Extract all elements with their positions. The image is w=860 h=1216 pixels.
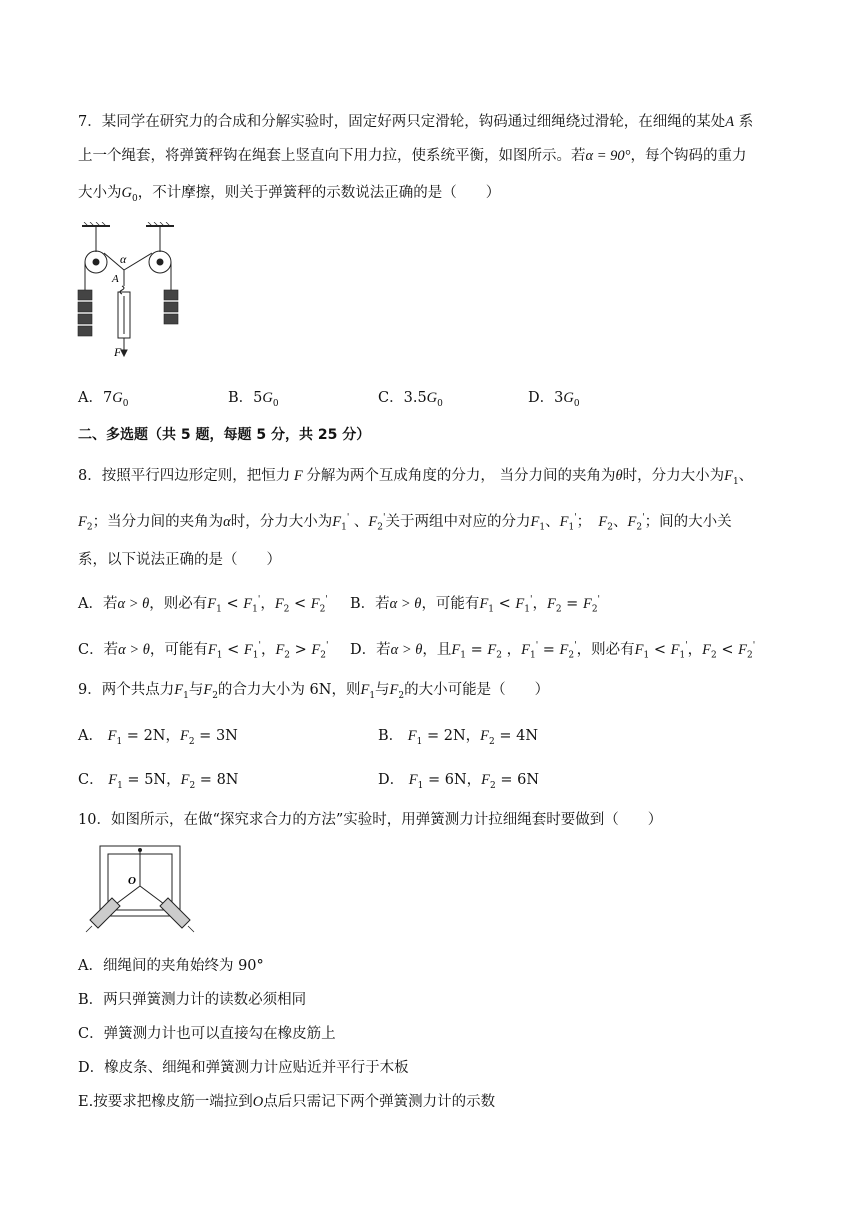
q10-option-b: B．两只弹簧测力计的读数必须相同: [78, 992, 307, 1008]
q7-text: 7．某同学在研究力的合成和分解实验时，固定好两只定滑轮，钩码通过细绳绕过滑轮，在细绳的某处: [78, 114, 726, 130]
q7-text: ，每个钩码的重力: [630, 148, 747, 164]
option-math: α > θ: [117, 595, 150, 612]
option-text: A．若: [78, 595, 118, 612]
q8-sub: 1: [568, 522, 575, 533]
option-letter: A．: [78, 728, 103, 744]
option-f1: 6N: [444, 772, 467, 788]
q8-var: θ: [615, 468, 623, 484]
q9-stem: 9．两个共点力$F_1$与$F_2$的合力大小为 6N，则$F_1$与$F_2$的大小可能是（ ）: [78, 682, 550, 701]
q8-text: 时，分力大小为: [230, 513, 333, 530]
spring-scale-figure: [84, 842, 196, 938]
option-letter: B．: [228, 390, 254, 406]
option-text: ，则必有: [576, 641, 635, 658]
option-math: α > θ: [390, 641, 423, 658]
q8-option-b: B．若α > θ，可能有$F_1 < F_1'$，$F_2 = F_2'$: [350, 595, 601, 615]
option-text: ，可能有: [421, 595, 480, 612]
q7-option-a: [78, 388, 128, 414]
q8-line3: 系，以下说法正确的是（ ）: [78, 552, 281, 568]
q9-text: 的大小可能是（ ）: [404, 682, 550, 698]
option-math: F: [479, 595, 489, 612]
option-math: F: [207, 641, 217, 658]
q9-text: 与: [188, 682, 204, 698]
q8-sub: 1: [732, 476, 739, 487]
option-letter: B．: [378, 728, 404, 744]
q8-option-c: C．若α > θ，可能有$F_1 < F_1'$，$F_2 > F_2'$: [78, 641, 329, 661]
q9-option-d: D． $F_1 = 6N$，$F_2 = 6N$: [378, 772, 540, 791]
q7-line3: [78, 183, 500, 209]
q7-option-b: [228, 388, 279, 414]
q8-sub: 1: [539, 522, 546, 533]
option-letter: C．: [78, 772, 104, 788]
figure-label-alpha: α: [120, 252, 127, 266]
figure-label-f: F: [114, 345, 122, 359]
q8-option-a: A．若α > θ，则必有$F_1 < F_1'$，$F_2 < F_2'$: [78, 595, 328, 615]
option-coef: 3.5: [403, 390, 427, 406]
q8-var: F: [290, 468, 307, 484]
q8-var: F: [530, 513, 540, 530]
q8-option-d: D．若α > θ，且$F_1 = F_2$ ，$F_1' = F_2'$，则必有$F_1 < F_1'$，$F_2 < F_2'$: [350, 641, 756, 661]
q7-line1: [78, 112, 753, 132]
q8-text: 时，分力大小为: [622, 468, 725, 484]
option-f1: 2N: [443, 728, 466, 744]
q7-text: ，不计摩擦，则关于弹簧秤的示数说法正确的是（ ）: [137, 185, 501, 201]
option-var: O: [252, 1094, 264, 1110]
q7-sub: 0: [131, 193, 138, 204]
option-var: G: [563, 390, 574, 406]
q7-var-g: G: [121, 185, 132, 201]
option-f2: 4N: [516, 728, 539, 744]
option-letter: A．: [78, 390, 103, 406]
option-text: E.按要求把橡皮筋一端拉到: [78, 1094, 253, 1110]
option-f2: 6N: [517, 772, 540, 788]
q9-text: 的合力大小为 6N，则: [217, 682, 361, 698]
q9-text: 9．两个共点力: [78, 682, 175, 698]
option-f1: 5N: [144, 772, 167, 788]
figure-label-o: O: [128, 875, 136, 887]
pulley-figure: [74, 222, 184, 362]
q9-option-a: A． $F_1 = 2N$，$F_2 = 3N$: [78, 728, 238, 747]
q8-var: α: [223, 513, 231, 530]
option-sub: 0: [437, 398, 443, 409]
q10-stem: 10．如图所示，在做“探究求合力的方法”实验时，用弹簧测力计拉细绳套时要做到（ ）: [78, 812, 663, 828]
option-sub: 0: [122, 398, 129, 409]
q9-text: 与: [375, 682, 390, 698]
option-sub: 0: [573, 398, 580, 409]
q8-sub: 2: [377, 522, 383, 533]
option-math: α > θ: [118, 641, 150, 658]
q8-sub: 2: [86, 522, 93, 533]
option-coef: 3: [554, 390, 564, 406]
q8-text: 关于两组中对应的分力: [385, 513, 531, 530]
q8-sub: 2: [607, 522, 613, 533]
q8-sub: 2: [636, 522, 643, 533]
option-var: G: [112, 390, 123, 406]
q10-option-d: D．橡皮条、细绳和弹簧测力计应贴近并平行于木板: [78, 1060, 409, 1076]
option-text: ，且: [422, 641, 452, 658]
option-sub: 0: [272, 398, 279, 409]
option-text: 点后只需记下两个弹簧测力计的示数: [263, 1094, 496, 1110]
option-text: D．若: [350, 641, 391, 658]
q7-equation: α = 90°: [585, 148, 631, 164]
q8-var: F: [368, 513, 378, 530]
option-text: ，可能有: [149, 641, 208, 658]
q9-option-b: B． $F_1 = 2N$，$F_2 = 4N$: [378, 728, 539, 747]
option-math: α > θ: [389, 595, 422, 612]
q8-text: 8．按照平行四边形定则，把恒力: [78, 468, 291, 484]
option-letter: D．: [528, 390, 555, 406]
section-title: 二、多选题（共 5 题，每题 5 分，共 25 分）: [78, 427, 371, 443]
q8-var: F: [724, 468, 733, 484]
q8-text: ；当分力间的夹角为: [92, 513, 224, 530]
q8-sub: 1: [341, 522, 347, 533]
q7-text: 上一个绳套，将弹簧秤钩在绳套上竖直向下用力拉，使系统平衡，如图所示。若: [78, 148, 586, 164]
q7-option-c: [378, 388, 443, 414]
option-math: F: [207, 595, 217, 612]
option-var: G: [262, 390, 273, 406]
option-f2: 3N: [215, 728, 238, 744]
q8-text: 分解为两个互成角度的分力， 当分力间的夹角为: [306, 468, 616, 484]
option-f1: 2N: [143, 728, 166, 744]
q7-option-d: [528, 388, 580, 414]
q8-line2: $F_2$；当分力间的夹角为α时，分力大小为$F_1'$ 、$F_2'$关于两组中对应的分力$F_1$、$F_1'$； $F_2$、$F_2'$；间的大小关: [78, 513, 732, 533]
q8-var: F: [332, 513, 342, 530]
q9-option-c: C． $F_1 = 5N$，$F_2 = 8N$: [78, 772, 239, 791]
q8-var: F: [559, 513, 569, 530]
option-coef: 7: [102, 390, 113, 406]
q7-line2: [78, 146, 746, 166]
option-text: C．若: [78, 641, 119, 658]
q7-text: 大小为: [78, 185, 122, 201]
q8-var: F: [598, 513, 608, 530]
option-text: ，则必有: [149, 595, 208, 612]
option-math: F: [451, 641, 461, 658]
q8-line1: 8．按照平行四边形定则，把恒力 F 分解为两个互成角度的分力， 当分力间的夹角为θ时，分力大小为$F_1$、: [78, 468, 754, 487]
option-coef: 5: [253, 390, 263, 406]
q10-option-e: [78, 1092, 495, 1112]
option-var: G: [426, 390, 438, 406]
figure-label-a: A: [112, 273, 119, 285]
q10-option-a: A．细绳间的夹角始终为 90°: [78, 958, 264, 974]
q7-var-a: A: [725, 114, 735, 130]
option-letter: C．: [378, 390, 404, 406]
q10-option-c: C．弹簧测力计也可以直接勾在橡皮筋上: [78, 1026, 336, 1042]
option-text: B．若: [350, 595, 390, 612]
q8-var: F: [627, 513, 637, 530]
q8-text: ；间的大小关: [644, 513, 732, 530]
option-f2: 8N: [216, 772, 239, 788]
option-letter: D．: [378, 772, 405, 788]
q8-var: F: [78, 513, 87, 530]
q7-text-end: 系: [734, 114, 754, 130]
